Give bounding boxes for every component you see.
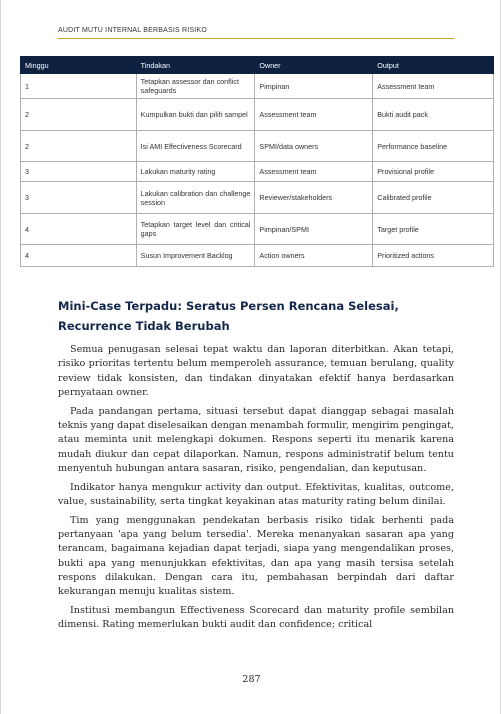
- cell-owner: Pimpinan: [255, 74, 373, 99]
- table-row: [21, 74, 494, 99]
- body-text: [58, 343, 454, 637]
- cell-week: 1: [21, 74, 137, 99]
- cell-owner: Pimpinan/SPMI: [255, 214, 373, 245]
- cell-action: Lakukan calibration dan challenge session: [136, 182, 255, 214]
- cell-output: Prioritized actions: [373, 245, 494, 267]
- column-header-output: Output: [373, 57, 494, 74]
- cell-output: Target profile: [373, 214, 494, 245]
- section-title: Mini-Case Terpadu: Seratus Persen Rencana Selesai, Recurrence Tidak Berubah: [58, 299, 399, 333]
- cell-output: Assessment team: [373, 74, 494, 99]
- cell-action: Isi AMI Effectiveness Scorecard: [136, 131, 255, 162]
- table-row: [21, 162, 494, 182]
- cell-owner: Action owners: [255, 245, 373, 267]
- table-header-row: [21, 57, 494, 74]
- paragraph: Indikator hanya mengukur activity dan output. Efektivitas, kualitas, outcome, value, sustainability, serta tingkat keyakinan atas maturity rating belum dinilai.: [58, 481, 454, 507]
- cell-output: Bukti audit pack: [373, 99, 494, 131]
- paragraph: Tim yang menggunakan pendekatan berbasis risiko tidak berhenti pada pertanyaan 'apa yang belum tersedia'. Mereka menanyakan sasaran apa yang terancam, bagaimana kejadian dapat terjadi, siapa yang mengendalikan proses, bukti apa yang menunjukkan efektivitas, dan apa yang masih tersisa setelah respons dilakukan. Dengan cara itu, pembahasan berpindah dari daftar kekurangan menuju kualitas sistem.: [58, 514, 454, 598]
- cell-week: 2: [21, 99, 137, 131]
- running-header: AUDIT MUTU INTERNAL BERBASIS RISIKO: [58, 27, 207, 34]
- table-row: [21, 245, 494, 267]
- header-rule: [58, 38, 454, 39]
- page-number: 287: [242, 674, 261, 685]
- cell-output: Provisional profile: [373, 162, 494, 182]
- paragraph: Semua penugasan selesai tepat waktu dan laporan diterbitkan. Akan tetapi, risiko prioritas tertentu belum memperoleh assurance, temuan berulang, quality review tidak konsisten, dan tindakan dinyatakan efektif hanya berdasarkan pernyataan owner.: [58, 344, 454, 398]
- cell-owner: Assessment team: [255, 99, 373, 131]
- paragraph: Institusi membangun Effectiveness Scorecard dan maturity profile sembilan dimensi. Rating memerlukan bukti audit dan confidence; critical: [58, 605, 454, 631]
- action-plan-table: [20, 56, 494, 267]
- cell-action: Tetapkan target level dan critical gaps: [136, 214, 255, 245]
- column-header-tindakan: Tindakan: [136, 57, 255, 74]
- cell-owner: Assessment team: [255, 162, 373, 182]
- cell-week: 3: [21, 162, 137, 182]
- table-row: [21, 214, 494, 245]
- column-header-minggu: Minggu: [21, 57, 137, 74]
- table-row: [21, 99, 494, 131]
- table-row: [21, 182, 494, 214]
- table-row: [21, 131, 494, 162]
- cell-week: 4: [21, 245, 137, 267]
- cell-owner: SPMI/data owners: [255, 131, 373, 162]
- paragraph: Pada pandangan pertama, situasi tersebut dapat dianggap sebagai masalah teknis yang dapat diselesaikan dengan menambah formulir, mengirim pengingat, atau meminta unit melengkapi dokumen. Respons seperti itu menarik karena mudah diukur dan cepat dilaporkan. Namun, respons administratif belum tentu menyentuh hubungan antara sasaran, risiko, pengendalian, dan keputusan.: [58, 405, 454, 474]
- cell-action: Lakukan maturity rating: [136, 162, 255, 182]
- cell-action: Kumpulkan bukti dan pilih sampel: [136, 99, 255, 131]
- column-header-owner: Owner: [255, 57, 373, 74]
- cell-owner: Reviewer/stakeholders: [255, 182, 373, 214]
- cell-action: Tetapkan assessor dan conflict safeguards: [136, 74, 255, 99]
- cell-week: 4: [21, 214, 137, 245]
- cell-output: Performance baseline: [373, 131, 494, 162]
- cell-week: 2: [21, 131, 137, 162]
- cell-action: Susun Improvement Backlog: [136, 245, 255, 267]
- cell-week: 3: [21, 182, 137, 214]
- cell-output: Calibrated profile: [373, 182, 494, 214]
